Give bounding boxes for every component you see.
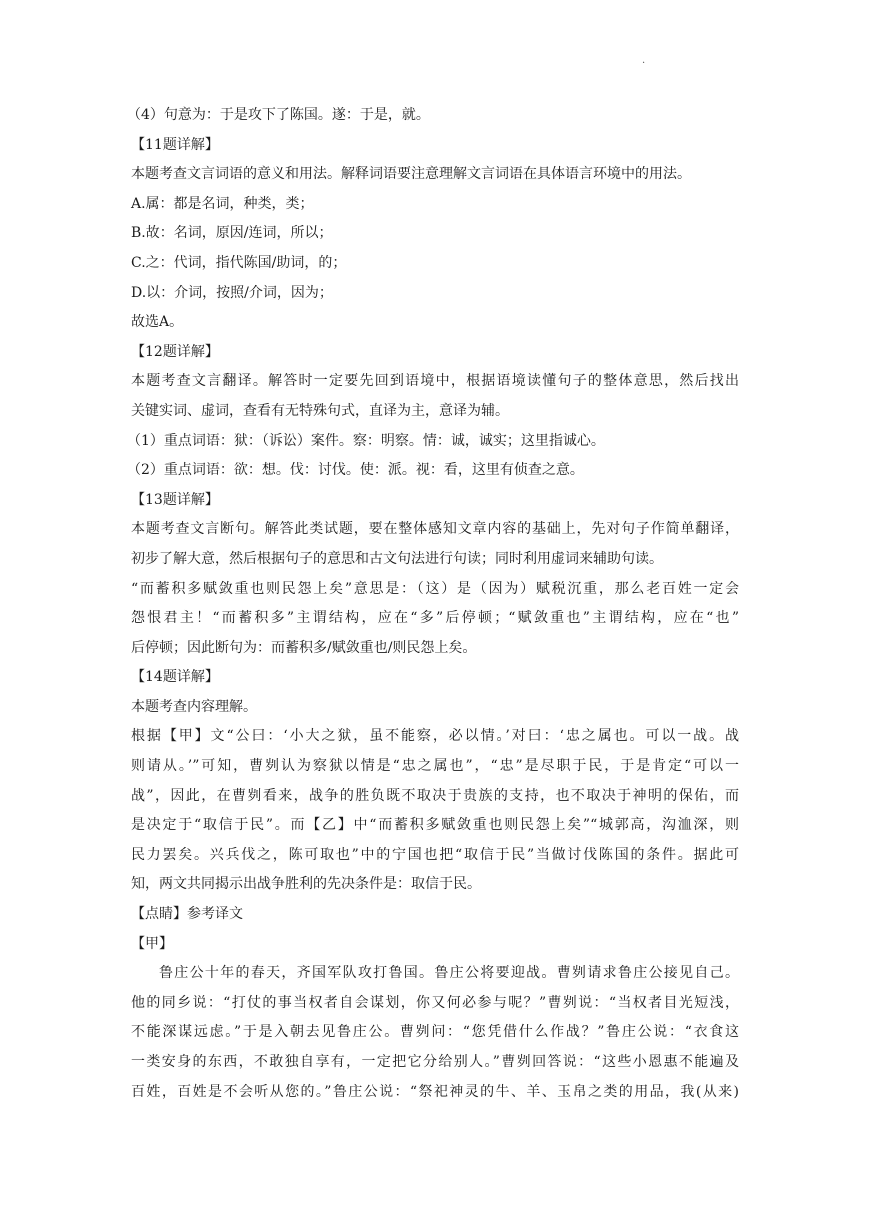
line-q14-body-3: 战”，因此，在曹刿看来，战争的胜负既不取决于贵族的支持，也不取决于神明的保佑，而 <box>131 787 739 804</box>
line-q10-4: （4）句意为：于是攻下了陈国。遂：于是，就。 <box>127 107 430 123</box>
line-translation-4: 一类安身的东西，不敢独自享有，一定把它分给别人。”曹刿回答说：“这些小恩惠不能遍及 <box>131 1054 739 1070</box>
line-translation-5: 百姓，百姓是不会听从您的。”鲁庄公说：“祭祀神灵的牛、羊、玉帛之类的用品，我(从来) <box>131 1083 739 1100</box>
line-q11-a: A.属：都是名词，种类，类； <box>131 195 314 212</box>
heading-q14: 【14题详解】 <box>131 669 219 686</box>
line-translation-2: 他的同乡说：“打仗的事当权者自会谋划，你又何必参与呢？”曹刿说：“当权者目光短浅， <box>131 994 739 1011</box>
line-translation-1: 鲁庄公十年的春天，齐国军队攻打鲁国。鲁庄公将要迎战。曹刿请求鲁庄公接见自己。 <box>159 965 739 982</box>
line-q11-answer: 故选A。 <box>131 314 184 331</box>
line-q14-intro: 本题考查内容理解。 <box>131 698 257 715</box>
line-q14-body-2: 则请从。’”可知，曹刿认为察狱以情是“忠之属也”，“忠”是尽职于民，于是肯定“可以一 <box>131 758 739 775</box>
line-q11-d: D.以：介词，按照/介词，因为； <box>131 284 333 301</box>
line-q14-body-4: 是决定于“取信于民”。而【乙】中“而蓄积多赋敛重也则民怨上矣”“城郭高，沟洫深，则 <box>131 817 739 834</box>
line-translation-3: 不能深谋远虑。”于是入朝去见鲁庄公。曹刿问：“您凭借什么作战？”鲁庄公说：“衣食这 <box>131 1024 739 1041</box>
heading-q13: 【13题详解】 <box>131 491 219 508</box>
document-page <box>127 101 739 1107</box>
line-q12-intro-1: 本题考查文言翻译。解答时一定要先回到语境中，根据语境读懂句子的整体意思，然后找出 <box>131 373 739 390</box>
line-q13-intro-2: 初步了解大意，然后根据句子的意思和古文句法进行句读；同时利用虚词来辅助句读。 <box>131 550 663 567</box>
line-q12-1: （1）重点词语：狱：（诉讼）案件。察：明察。情：诚，诚实；这里指诚心。 <box>127 432 605 449</box>
line-q13-body-1: “而蓄积多赋敛重也则民怨上矣”意思是：（这）是（因为）赋税沉重，那么老百姓一定会 <box>131 580 739 597</box>
line-q14-body-5: 民力罢矣。兴兵伐之，陈可取也”中的宁国也把“取信于民”当做讨伐陈国的条件。据此可 <box>131 846 739 863</box>
line-q11-intro: 本题考查文言词语的意义和用法。解释词语要注意理解文言词语在具体语言环境中的用法。 <box>131 166 691 183</box>
heading-q11: 【11题详解】 <box>131 136 219 153</box>
heading-q12: 【12题详解】 <box>131 343 219 360</box>
heading-jia: 【甲】 <box>131 935 173 952</box>
line-q12-2: （2）重点词语：欲：想。伐：讨伐。使：派。视：看，这里有侦查之意。 <box>127 462 584 479</box>
line-q13-body-3: 后停顿；因此断句为：而蓄积多/赋敛重也/则民怨上矣。 <box>131 639 477 656</box>
line-q13-body-2: 怨恨君主！“而蓄积多”主谓结构，应在“多”后停顿；“赋敛重也”主谓结构，应在“也” <box>131 610 739 627</box>
line-q11-c: C.之：代词，指代陈国/助词，的； <box>131 254 347 271</box>
line-q13-intro-1: 本题考查文言断句。解答此类试题，要在整体感知文章内容的基础上，先对句子作简单翻译， <box>131 521 739 538</box>
line-q14-body-1: 根据【甲】文“公曰：‘小大之狱，虽不能察，必以情。’对曰：‘忠之属也。可以一战。战 <box>131 728 739 745</box>
line-q12-intro-2: 关键实词、虚词，查看有无特殊句式，直译为主，意译为辅。 <box>131 402 509 419</box>
line-q14-body-6: 知，两文共同揭示出战争胜利的先决条件是：取信于民。 <box>131 876 481 893</box>
header-mark: . <box>642 55 646 66</box>
heading-tips-translation: 【点睛】参考译文 <box>131 906 243 923</box>
line-q11-b: B.故：名词，原因/连词，所以； <box>131 225 333 242</box>
